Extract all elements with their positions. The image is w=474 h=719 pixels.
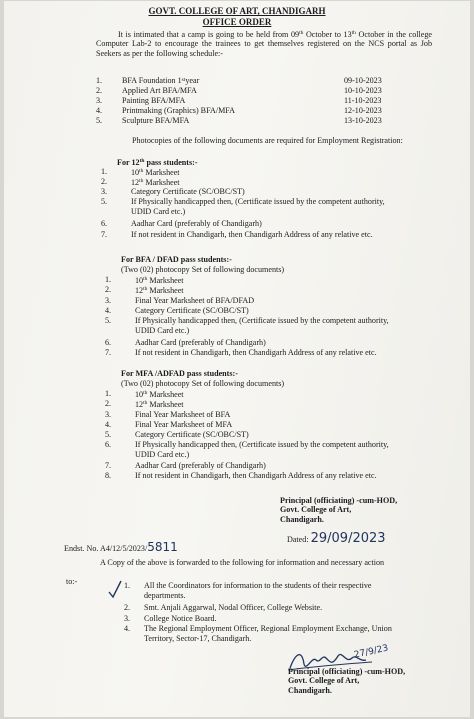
signatory-block-2	[288, 667, 405, 695]
college-name-heading: GOVT. COLLEGE OF ART, CHANDIGARH	[148, 6, 326, 16]
section-12th-heading: For 12th pass students:-	[117, 158, 198, 167]
signatory-block	[280, 496, 397, 524]
list-item: 4. Category Certificate (SC/OBC/ST)	[105, 306, 249, 315]
list-item: 3. Final Year Marksheet of BFA	[105, 410, 231, 419]
schedule-row: 4. Printmaking (Graphics) BFA/MFA	[96, 106, 236, 115]
list-item: 2. 12th Marksheet	[105, 399, 184, 409]
list-item: 5. If Physically handicapped then, (Certificate issued by the competent authority,	[101, 197, 385, 206]
section-bfa-subheading: (Two (02) photocopy Set of following documents)	[121, 265, 285, 274]
signatory-college: Govt. College of Art,	[288, 676, 360, 686]
list-item: 2. Smt. Anjali Aggarwal, Nodal Officer, College Website.	[124, 603, 323, 612]
list-item: 5. Category Certificate (SC/OBC/ST)	[105, 430, 249, 439]
schedule-row: 3. Painting BFA/MFA	[96, 96, 186, 105]
list-item: 6. If Physically handicapped then, (Certificate issued by the competent authority,	[105, 440, 389, 449]
list-item: 3. College Notice Board.	[124, 614, 217, 623]
section-mfa-heading: For MFA /ADFAD pass students:-	[121, 369, 238, 378]
list-item: 2. 12th Marksheet	[105, 285, 184, 295]
signatory-college: Govt. College of Art,	[280, 505, 352, 515]
schedule-row: 2. Applied Art BFA/MFA	[96, 86, 197, 95]
signature-date: 27/9/23	[353, 643, 390, 661]
list-item: 1. 10th Marksheet	[105, 389, 184, 399]
copy-forward-text: A Copy of the above is forwarded to the following for information and necessary action	[100, 558, 385, 567]
list-item: 2. 12th Marksheet	[101, 177, 180, 187]
list-item: 1. 10th Marksheet	[101, 167, 180, 177]
list-item: 3. Category Certificate (SC/OBC/ST)	[101, 187, 245, 196]
list-item: 1. All the Coordinators for information to the students of their respective	[124, 581, 372, 590]
list-item: 7. If not resident in Chandigarh, then Chandigarh Address of any relative etc.	[105, 348, 377, 357]
list-item: 7. Aadhar Card (preferably of Chandigarh)	[105, 461, 266, 470]
schedule-date: 12-10-2023	[344, 106, 382, 115]
schedule-date: 13-10-2023	[344, 116, 382, 125]
schedule-row: 5. Sculpture BFA/MFA	[96, 116, 190, 125]
signatory-title: Principal (officiating) -cum-HOD,	[280, 496, 398, 505]
list-item: 7. If not resident in Chandigarh, then Chandigarh Address of any relative etc.	[101, 230, 373, 239]
section-mfa-subheading: (Two (02) photocopy Set of following documents)	[121, 379, 285, 388]
document-page	[4, 1, 470, 717]
signatory-city: Chandigarh.	[288, 685, 332, 695]
endorsement-number: Endst. No. A4/12/5/2023/5811	[64, 540, 178, 554]
schedule-row: 1. BFA Foundation 1 st year	[96, 76, 200, 85]
signatory-title: Principal (officiating) -cum-HOD,	[288, 667, 406, 676]
list-item: 4. Final Year Marksheet of MFA	[105, 420, 233, 429]
photocopies-paragraph: Photocopies of the following documents are required for Employment Registration:	[132, 136, 403, 145]
list-item: 6. Aadhar Card (preferably of Chandigarh)	[105, 338, 266, 347]
section-bfa-heading: For BFA / DFAD pass students:-	[121, 255, 232, 264]
list-item: UDID Card etc.)	[135, 326, 190, 335]
list-item: UDID Card etc.)	[135, 450, 190, 459]
handwritten-tick-mark	[108, 579, 122, 601]
dated-line: Dated: 29/09/2023	[287, 531, 386, 546]
schedule-date: 11-10-2023	[344, 96, 382, 105]
to-label: to:-	[66, 577, 78, 586]
list-item: Territory, Sector-17, Chandigarh.	[144, 634, 252, 643]
list-item: 4. The Regional Employment Officer, Regional Employment Exchange, Union	[124, 624, 392, 633]
list-item: 3. Final Year Marksheet of BFA/DFAD	[105, 296, 255, 305]
list-item: 6. Aadhar Card (preferably of Chandigarh)	[101, 219, 262, 228]
list-item: UDID Card etc.)	[131, 207, 186, 216]
intro-paragraph: It is intimated that a camp is going to be held from 09th October to 13th October in the college Computer Lab-2 to encourage the trainees to get themselves registered on the NCS portal as Job Seekers as per the following schedule:-	[96, 30, 432, 58]
signatory-city: Chandigarh.	[280, 514, 324, 524]
list-item: 1. 10th Marksheet	[105, 275, 184, 285]
list-item: departments.	[144, 591, 186, 600]
office-order-heading: OFFICE ORDER	[202, 17, 272, 27]
schedule-date: 09-10-2023	[344, 76, 382, 85]
list-item: 8. If not resident in Chandigarh, then Chandigarh Address of any relative etc.	[105, 471, 377, 480]
list-item: 5. If Physically handicapped then, (Certificate issued by the competent authority,	[105, 316, 389, 325]
schedule-date: 10-10-2023	[344, 86, 382, 95]
